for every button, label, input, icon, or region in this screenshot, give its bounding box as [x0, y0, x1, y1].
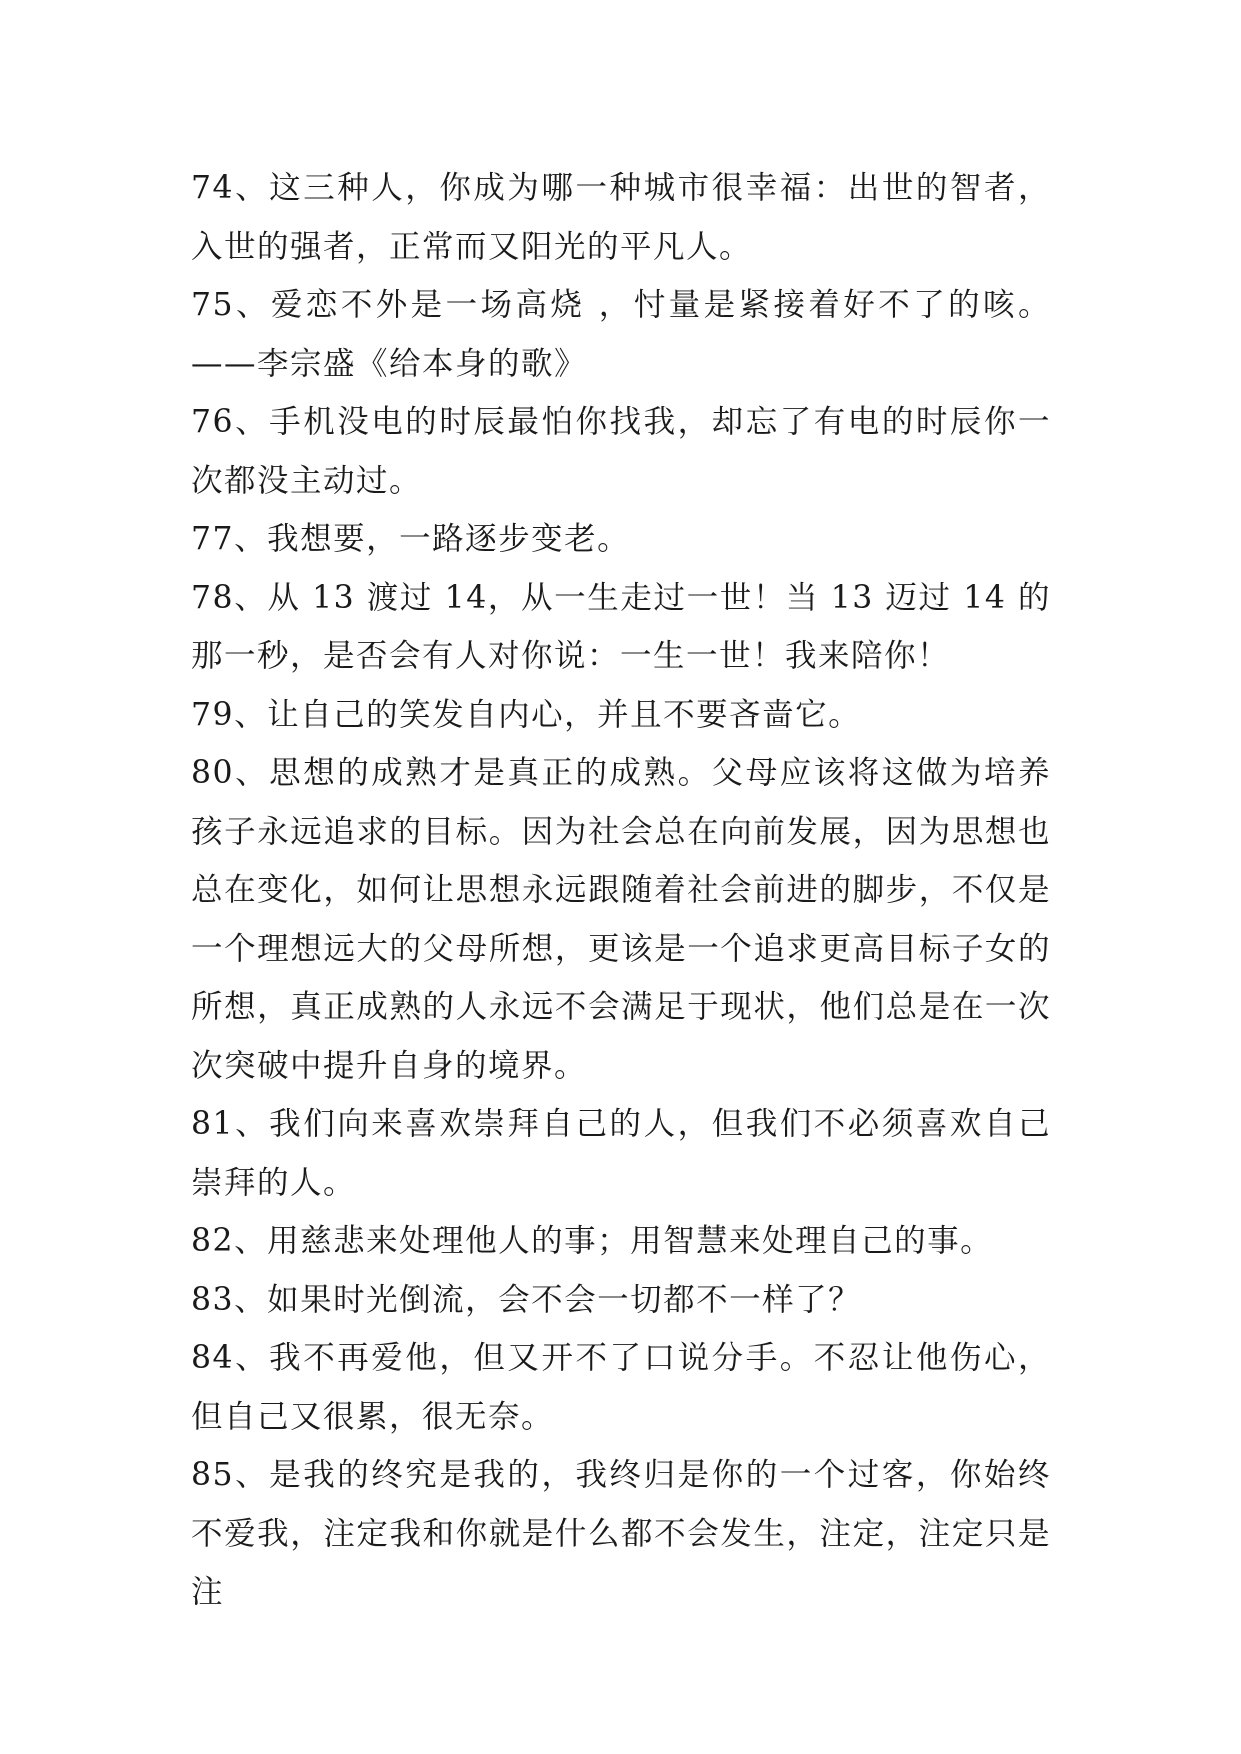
quote-item-76: 76、手机没电的时辰最怕你找我，却忘了有电的时辰你一次都没主动过。 — [191, 404, 1051, 499]
quote-item-79: 79、让自己的笑发自内心，并且不要吝啬它。 — [191, 696, 862, 733]
quote-item-81: 81、我们向来喜欢崇拜自己的人，但我们不必须喜欢自己崇拜的人。 — [191, 1106, 1051, 1201]
quote-item-78: 78、从 13 渡过 14，从一生走过一世！当 13 迈过 14 的那一秒，是否会有人对你说：一生一世！我来陪你！ — [191, 579, 1051, 674]
document-body — [191, 159, 1051, 1622]
quote-item-84: 84、我不再爱他，但又开不了口说分手。不忍让他伤心，但自己又很累，很无奈。 — [191, 1340, 1051, 1435]
quote-item-82: 82、用慈悲来处理他人的事；用智慧来处理自己的事。 — [191, 1223, 994, 1259]
quote-item-74: 74、这三种人，你成为哪一种城市很幸福：出世的智者，入世的强者，正常而又阳光的平凡人。 — [191, 170, 1051, 265]
quote-item-80: 80、思想的成熟才是真正的成熟。父母应该将这做为培养孩子永远追求的目标。因为社会总在向前发展，因为思想也总在变化，如何让思想永远跟随着社会前进的脚步，不仅是一个理想远大的父母所想，更该是一个追求更高目标子女的所想，真正成熟的人永远不会满足于现状，他们总是在一次次突破中提升自身的境界。 — [191, 755, 1051, 1084]
quote-item-83: 83、如果时光倒流，会不会一切都不一样了？ — [191, 1281, 862, 1318]
quote-item-75: 75、爱恋不外是一场高烧 ，忖量是紧接着好不了的咳。——李宗盛《给本身的歌》 — [191, 287, 1051, 382]
quote-item-85: 85、是我的终究是我的，我终归是你的一个过客，你始终不爱我，注定我和你就是什么都不会发生，注定，注定只是注 — [191, 1457, 1051, 1610]
quote-item-77: 77、我想要，一路逐步变老。 — [191, 521, 631, 557]
